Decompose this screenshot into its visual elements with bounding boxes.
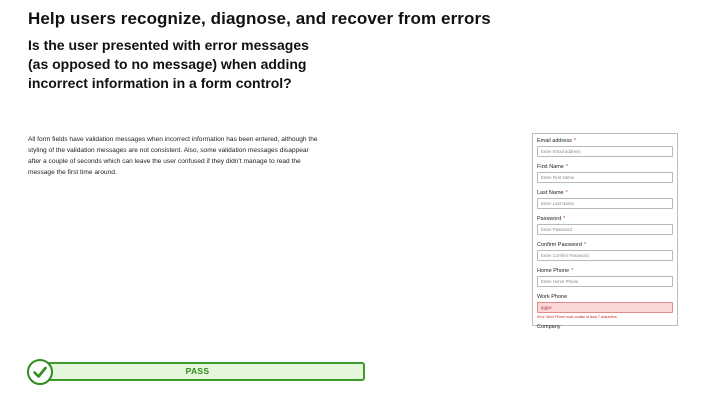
home-phone-field-group [537,267,673,287]
confirm-password-input[interactable]: Enter Confirm Password [537,250,673,261]
check-circle-icon [27,359,53,385]
required-marker: * [573,138,576,144]
company-field-group [537,323,673,328]
work-phone-label: Work Phone [537,294,568,300]
email-label: Email address * [537,138,576,144]
last-name-field-group [537,189,673,209]
required-marker: * [583,242,587,248]
first-name-input[interactable]: Enter First Name [537,172,673,183]
work-phone-field-group [537,293,673,319]
result-bar [30,362,365,381]
required-marker: * [563,216,566,222]
slide-title: Help users recognize, diagnose, and recover from errors [28,9,491,28]
check-mark-icon [32,364,48,380]
work-phone-error-message: Error: Work Phone must contain at least 7 characters. [537,315,618,319]
home-phone-label: Home Phone * [537,268,574,274]
confirm-password-field-group [537,241,673,261]
email-input[interactable]: Enter Email address [537,146,673,157]
required-marker: * [565,190,568,196]
confirm-password-label: Confirm Password * [537,242,587,248]
form-screenshot [532,133,678,330]
required-marker: * [571,268,574,274]
password-field-group [537,215,673,235]
home-phone-input[interactable]: Enter Home Phone [537,276,673,287]
result-label: PASS [185,366,210,376]
company-label: Company [537,324,561,330]
email-field-group [537,137,673,157]
work-phone-input[interactable]: gggw [537,302,673,313]
password-input[interactable]: Enter Password [537,224,673,235]
required-marker: * [565,164,569,170]
heuristic-question: Is the user presented with error messages (as opposed to no message) when adding incorrect information in a form control? [28,37,309,91]
password-label: Password * [537,216,566,222]
last-name-label: Last Name * [537,190,568,196]
first-name-label: First Name * [537,164,569,170]
last-name-input[interactable]: Enter Last Name [537,198,673,209]
finding-text: All form fields have validation messages when incorrect information has been entered, although the styling of the validation messages are not consistent. Also, some validation messages disappear after a couple of seconds which can leave the user confused if they didn’t manage to read the message the first time around. [28,136,318,176]
first-name-field-group [537,163,673,183]
